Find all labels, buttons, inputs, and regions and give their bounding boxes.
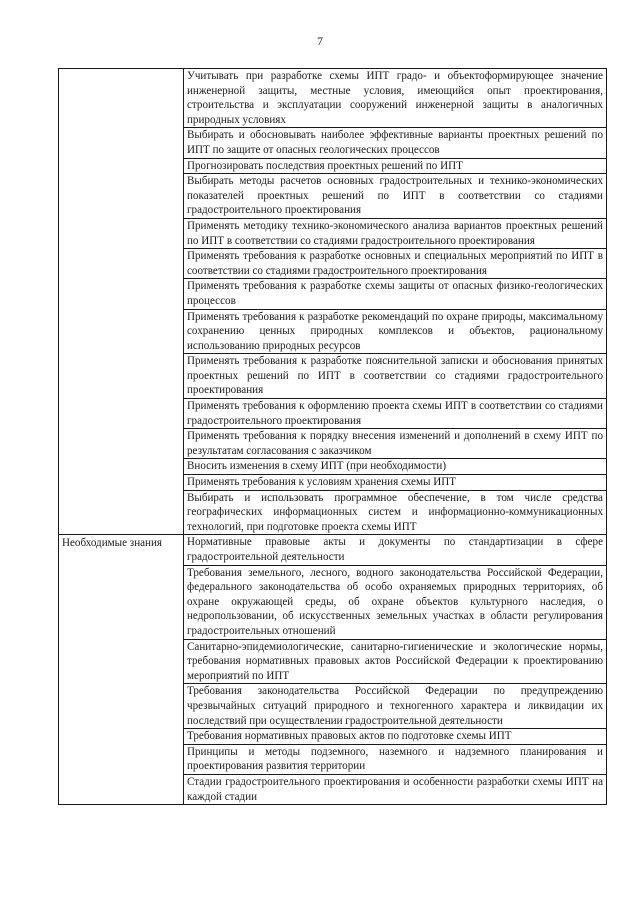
requirement-text: Применять требования к разработке пояснительной записки и обоснования принятых проектных решений по ИПТ в соответствии со стадиями градостроительного проектирования — [184, 354, 607, 399]
requirement-text: Вносить изменения в схему ИПТ (при необходимости) — [184, 459, 607, 475]
knowledge-row — [59, 535, 607, 565]
requirement-text: Требования нормативных правовых актов по подготовке схемы ИПТ — [184, 729, 607, 745]
requirement-text: Применять требования к оформлению проекта схемы ИПТ в соответствии со стадиями градостроительного проектирования — [184, 399, 607, 429]
requirement-text: Требования законодательства Российской Федерации по предупреждению чрезвычайных ситуаций природного и техногенного характера и ликвидации их последствий при осуществлении градостроительной деятельности — [184, 684, 607, 729]
skill-row — [59, 69, 607, 128]
requirement-text: Применять требования к разработке рекомендаций по охране природы, максимальному сохранению ценных природных комплексов и объектов, рациональному использованию природных ресурсов — [184, 309, 607, 354]
requirement-text: Принципы и методы подземного, наземного и надземного планирования и проектирования развития территории — [184, 744, 607, 774]
requirement-text: Применять требования к условиям хранения схемы ИПТ — [184, 475, 607, 491]
requirement-text: Выбирать и использовать программное обеспечение, в том числе средства географических информационных систем и информационно-коммуникационных технологий, при подготовке проекта схемы ИПТ — [184, 490, 607, 535]
requirements-table — [58, 68, 607, 805]
requirement-text: Применять требования к разработке основных и специальных мероприятий по ИПТ в соответствии со стадиями градостроительного проектирования — [184, 249, 607, 279]
requirement-text: Применять требования к порядку внесения изменений и дополнений в схему ИПТ по результатам согласования с заказчиком — [184, 429, 607, 459]
page-number: 7 — [317, 34, 323, 48]
requirement-text: Стадии градостроительного проектирования и особенности разработки схемы ИПТ на каждой стадии — [184, 774, 607, 804]
requirement-text: Выбирать методы расчетов основных градостроительных и технико-экономических показателей проектных решений по ИПТ в соответствии со стадиями градостроительного проектирования — [184, 174, 607, 219]
requirement-text: Нормативные правовые акты и документы по стандартизации в сфере градостроительной деятельности — [184, 535, 607, 565]
requirement-text: Прогнозировать последствия проектных решений по ИПТ — [184, 158, 607, 174]
requirement-text: Применять требования к разработке схемы защиты от опасных физико-геологических процессов — [184, 279, 607, 309]
requirement-text: Применять методику технико-экономического анализа вариантов проектных решений по ИПТ в соответствии со стадиями градостроительного проектирования — [184, 218, 607, 248]
requirement-text: Выбирать и обосновывать наиболее эффективные варианты проектных решений по ИПТ по защите от опасных геологических процессов — [184, 128, 607, 158]
requirement-text: Учитывать при разработке схемы ИПТ градо- и объектоформирующее значение инженерной защиты, местные условия, имеющийся опыт проектирования, строительства и эксплуатации сооружений инженерной защиты в аналогичных природных условиях — [184, 69, 607, 128]
section-label-empty — [59, 69, 184, 535]
section-label: Необходимые знания — [59, 535, 184, 805]
requirement-text: Санитарно-эпидемиологические, санитарно-гигиенические и экологические нормы, требования нормативных правовых актов Российской Федерации к проектированию мероприятий по ИПТ — [184, 639, 607, 684]
requirement-text: Требования земельного, лесного, водного законодательства Российской Федерации, федерального законодательства об особо охраняемых природных территориях, об охране окружающей среды, об охране объектов культурного наследия, о недропользовании, об искусственных земельных участках в области регулирования градостроительных отношений — [184, 565, 607, 639]
